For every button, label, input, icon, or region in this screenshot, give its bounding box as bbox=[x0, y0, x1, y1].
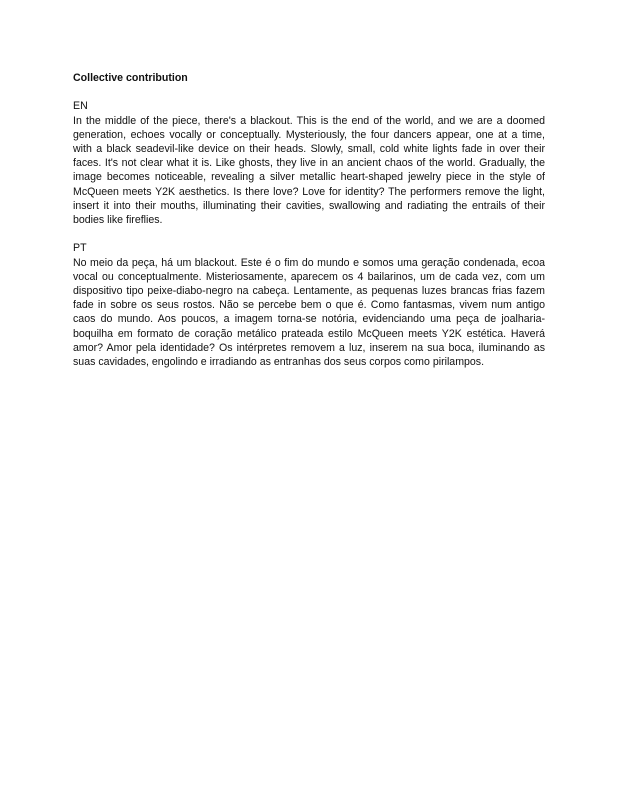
section-pt bbox=[73, 241, 545, 369]
section-language-label: EN bbox=[73, 100, 88, 113]
section-paragraph: No meio da peça, há um blackout. Este é o fim do mundo e somos uma geração condenada, ecoa vocal ou conceptualmente. Misteriosamente, aparecem os 4 bailarinos, um de cada vez, com um dispositivo tipo peixe-diabo-negro na cabeça. Lentamente, as pequenas luzes brancas frias fazem fade in sobre os seus rostos. Não se percebe bem o que é. Como fantasmas, vivem num antigo caos do mundo. Aos poucos, a imagem torna-se notória, evidenciando uma peça de joalharia-boquilha em formato de coração metálico prateada estilo McQueen meets Y2K estética. Haverá amor? Amor pela identidade? Os intérpretes removem a luz, inserem na sua boca, iluminando as suas cavidades, engolindo e irradiando as entranhas dos seus corpos como pirilampos. bbox=[73, 256, 545, 369]
section-en bbox=[73, 99, 545, 227]
document-page bbox=[73, 71, 545, 383]
section-paragraph: In the middle of the piece, there's a blackout. This is the end of the world, and we are a doomed generation, echoes vocally or conceptually. Mysteriously, the four dancers appear, one at a time, with a black seadevil-like device on their heads. Slowly, small, cold white lights fade in over their faces. It's not clear what it is. Like ghosts, they live in an ancient chaos of the world. Gradually, the image becomes noticeable, revealing a silver metallic heart-shaped jewelry piece in the style of McQueen meets Y2K aesthetics. Is there love? Love for identity? The performers remove the light, insert it into their mouths, illuminating their cavities, swallowing and radiating the entrails of their bodies like fireflies. bbox=[73, 114, 545, 227]
section-language-label: PT bbox=[73, 242, 87, 255]
document-title: Collective contribution bbox=[73, 72, 188, 84]
